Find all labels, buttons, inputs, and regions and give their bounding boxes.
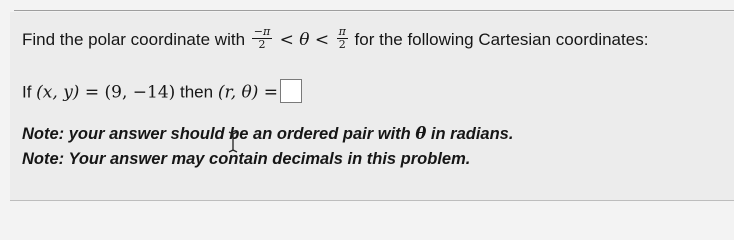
upper-bound-numerator: π bbox=[338, 25, 346, 38]
prompt-text-before: Find the polar coordinate with bbox=[22, 29, 250, 49]
bottom-divider bbox=[10, 200, 734, 201]
text-cursor-icon bbox=[228, 131, 238, 153]
answer-input[interactable] bbox=[280, 79, 302, 103]
upper-bound-fraction bbox=[337, 26, 348, 51]
question-prompt bbox=[22, 25, 649, 53]
lower-bound-denominator: 2 bbox=[258, 38, 266, 51]
note-decimals: Note: Your answer may contain decimals in this problem. bbox=[22, 150, 471, 168]
note-radians bbox=[22, 124, 513, 144]
theta-symbol: θ bbox=[299, 29, 310, 50]
note1-theta: θ bbox=[415, 124, 427, 143]
if-label: If bbox=[22, 82, 37, 102]
less-than-1: < bbox=[274, 29, 300, 50]
note1-text-after: in radians. bbox=[426, 125, 514, 143]
note1-text-before: Note: your answer should be an ordered pair with bbox=[22, 125, 416, 143]
lower-bound-numerator: −π bbox=[253, 25, 271, 38]
upper-bound-denominator: 2 bbox=[338, 38, 346, 51]
given-point: (9, −14) bbox=[104, 82, 176, 103]
equals-sign-2: = bbox=[258, 82, 279, 103]
lower-bound-fraction bbox=[252, 26, 272, 51]
top-divider bbox=[14, 10, 734, 11]
given-line bbox=[22, 81, 302, 105]
prompt-text-after: for the following Cartesian coordinates: bbox=[349, 29, 649, 49]
then-label: then bbox=[175, 82, 218, 102]
xy-expression: (x, y) bbox=[36, 82, 80, 103]
rtheta-expression: (r, θ) bbox=[217, 82, 259, 103]
equals-sign-1: = bbox=[79, 82, 105, 103]
less-than-2: < bbox=[309, 29, 335, 50]
